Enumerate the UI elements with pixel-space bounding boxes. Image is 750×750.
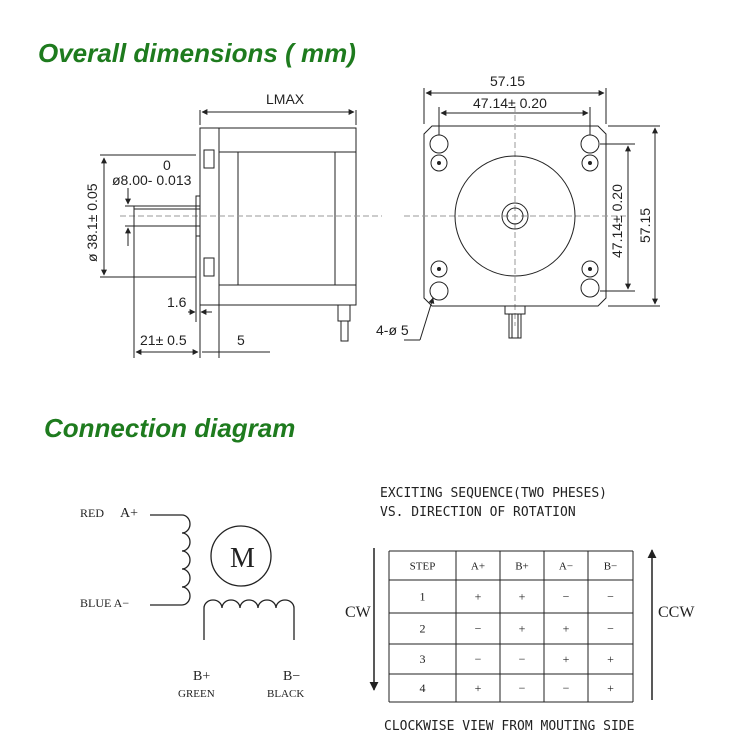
flange-hole-top: [204, 150, 214, 168]
table-cell: +: [607, 652, 614, 666]
table-cell: 4: [419, 681, 426, 695]
sequence-footer: CLOCKWISE VIEW FROM MOUTING SIDE: [384, 719, 635, 734]
table-header-cell: A−: [558, 560, 574, 573]
table-cell: −: [474, 621, 482, 636]
table-cell: −: [518, 681, 526, 695]
overall-dimensions-title: Overall dimensions ( mm): [38, 38, 356, 68]
mounting-hole-top-left: [430, 135, 448, 171]
pilot-depth-label: 5: [237, 332, 245, 348]
shaft-diameter-label: ø8.00- 0.013: [112, 172, 192, 188]
tolerance-zero-label: 0: [163, 157, 171, 173]
mounting-hole-top-right: [581, 135, 599, 171]
mounting-hole-bottom-left: [430, 261, 448, 300]
table-header-cell: A+: [470, 560, 486, 573]
table-cell: +: [518, 589, 526, 604]
a-plus-label: A+: [120, 506, 139, 521]
blue-a-minus-label: BLUE A−: [80, 596, 130, 610]
wiring-labels: [80, 506, 304, 700]
mounting-holes-label: 4-ø 5: [376, 322, 409, 338]
table-cell: +: [518, 621, 526, 636]
connection-diagram-title: Connection diagram: [44, 413, 296, 443]
cw-label: CW: [345, 604, 371, 621]
lead-connector: [338, 305, 350, 321]
table-cell: +: [607, 681, 614, 695]
b-plus-label: B+: [193, 669, 211, 684]
red-label: RED: [80, 506, 104, 520]
holes-leader: [420, 298, 433, 340]
ccw-label: CCW: [658, 604, 695, 621]
table-cell: 3: [419, 652, 426, 666]
sequence-table: [389, 551, 633, 702]
table-header-cell: B+: [515, 560, 529, 573]
sequence-header: [380, 486, 607, 520]
black-label: BLACK: [267, 688, 305, 700]
mounting-hole-bottom-right: [581, 261, 599, 297]
hole-spacing-v-label: 47.14± 0.20: [609, 184, 625, 258]
sequence-title-line1: EXCITING SEQUENCE(TWO PHESES): [380, 486, 607, 501]
table-cell: +: [562, 652, 570, 666]
side-view-labels: [84, 91, 305, 348]
table-cell: −: [562, 681, 570, 695]
table-header-cell: STEP: [409, 560, 436, 573]
table-cell: +: [474, 589, 482, 604]
table-cell: 1: [419, 589, 426, 604]
lead-connector-pin: [341, 321, 348, 341]
table-cell: −: [562, 589, 570, 604]
table-cell: −: [607, 621, 614, 636]
shaft-length-label: 21± 0.5: [140, 332, 187, 348]
wiring-diagram: [150, 515, 294, 640]
hole-spacing-h-label: 47.14± 0.20: [473, 95, 547, 111]
table-cell: +: [474, 681, 482, 695]
motor-label: M: [230, 543, 255, 574]
flange-hole-bottom: [204, 258, 214, 276]
table-header-cell: B−: [603, 560, 618, 573]
table-cell: 2: [419, 621, 426, 636]
table-cell: −: [474, 652, 482, 666]
sequence-title-line2: VS. DIRECTION OF ROTATION: [380, 505, 576, 520]
b-minus-label: B−: [283, 669, 301, 684]
coil-b: [204, 600, 294, 608]
coil-a: [182, 515, 190, 605]
table-cell: −: [518, 652, 526, 666]
outer-width-label: 57.15: [490, 73, 526, 89]
outer-height-label: 57.15: [637, 207, 653, 243]
side-view-drawing: [100, 110, 382, 358]
lmax-label: LMAX: [266, 91, 305, 107]
table-cell: +: [562, 621, 570, 636]
pilot-diameter-label: ø 38.1± 0.05: [84, 183, 100, 262]
flange-gap-label: 1.6: [167, 294, 187, 310]
green-label: GREEN: [178, 688, 215, 700]
table-cell: −: [607, 589, 614, 604]
